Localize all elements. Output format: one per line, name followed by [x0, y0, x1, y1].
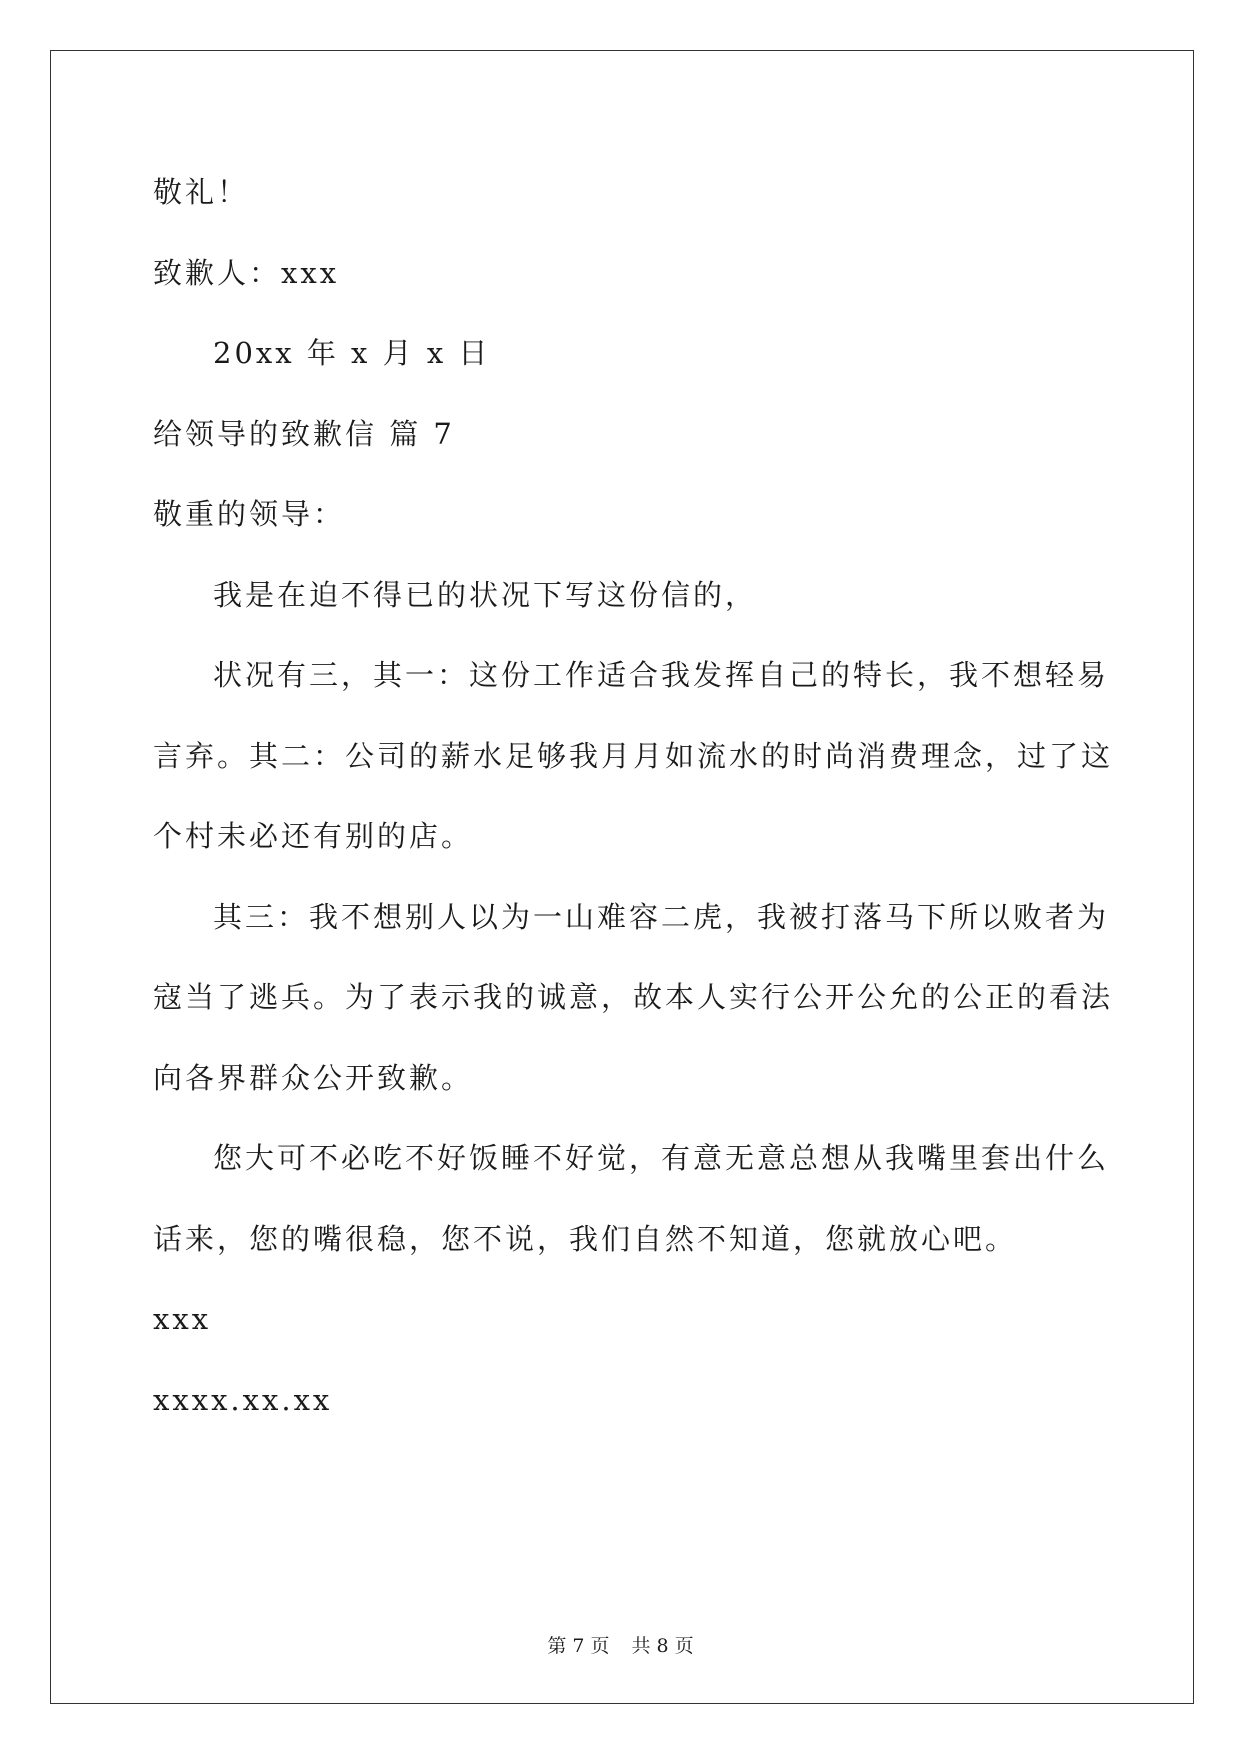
apologizer-name: 致歉人：xxx — [153, 256, 340, 290]
signature-date: 20xx 年 x 月 x 日 — [213, 336, 491, 370]
greeting: 敬重的领导： — [153, 497, 346, 531]
page-total: 共 8 页 — [631, 1635, 694, 1657]
signature-name: xxx — [153, 1302, 212, 1336]
body-paragraph-3-line-1: 其三：我不想别人以为一山难容二虎，我被打落马下所以败者为 — [213, 900, 1110, 934]
page-number: 第 7 页 — [547, 1635, 610, 1657]
body-paragraph-2-line-3: 个村未必还有别的店。 — [153, 819, 474, 853]
body-paragraph-2-line-1: 状况有三，其一：这份工作适合我发挥自己的特长，我不想轻易 — [213, 658, 1110, 692]
body-paragraph-1: 我是在迫不得已的状况下写这份信的， — [213, 578, 758, 612]
body-paragraph-4-line-2: 话来，您的嘴很稳，您不说，我们自然不知道，您就放心吧。 — [153, 1222, 1018, 1256]
body-paragraph-3-line-2: 寇当了逃兵。为了表示我的诚意，故本人实行公开公允的公正的看法 — [153, 980, 1114, 1014]
body-paragraph-4-line-1: 您大可不必吃不好饭睡不好觉，有意无意总想从我嘴里套出什么 — [213, 1141, 1110, 1175]
signature-date-2: xxxx.xx.xx — [153, 1383, 333, 1417]
body-paragraph-3-line-3: 向各界群众公开致歉。 — [153, 1061, 474, 1095]
page-border — [50, 50, 1194, 1704]
body-paragraph-2-line-2: 言弃。其二：公司的薪水足够我月月如流水的时尚消费理念，过了这 — [153, 739, 1114, 773]
section-title: 给领导的致歉信 篇 7 — [153, 417, 455, 451]
page-footer — [0, 1634, 1241, 1658]
closing-salutation: 敬礼！ — [153, 175, 250, 209]
